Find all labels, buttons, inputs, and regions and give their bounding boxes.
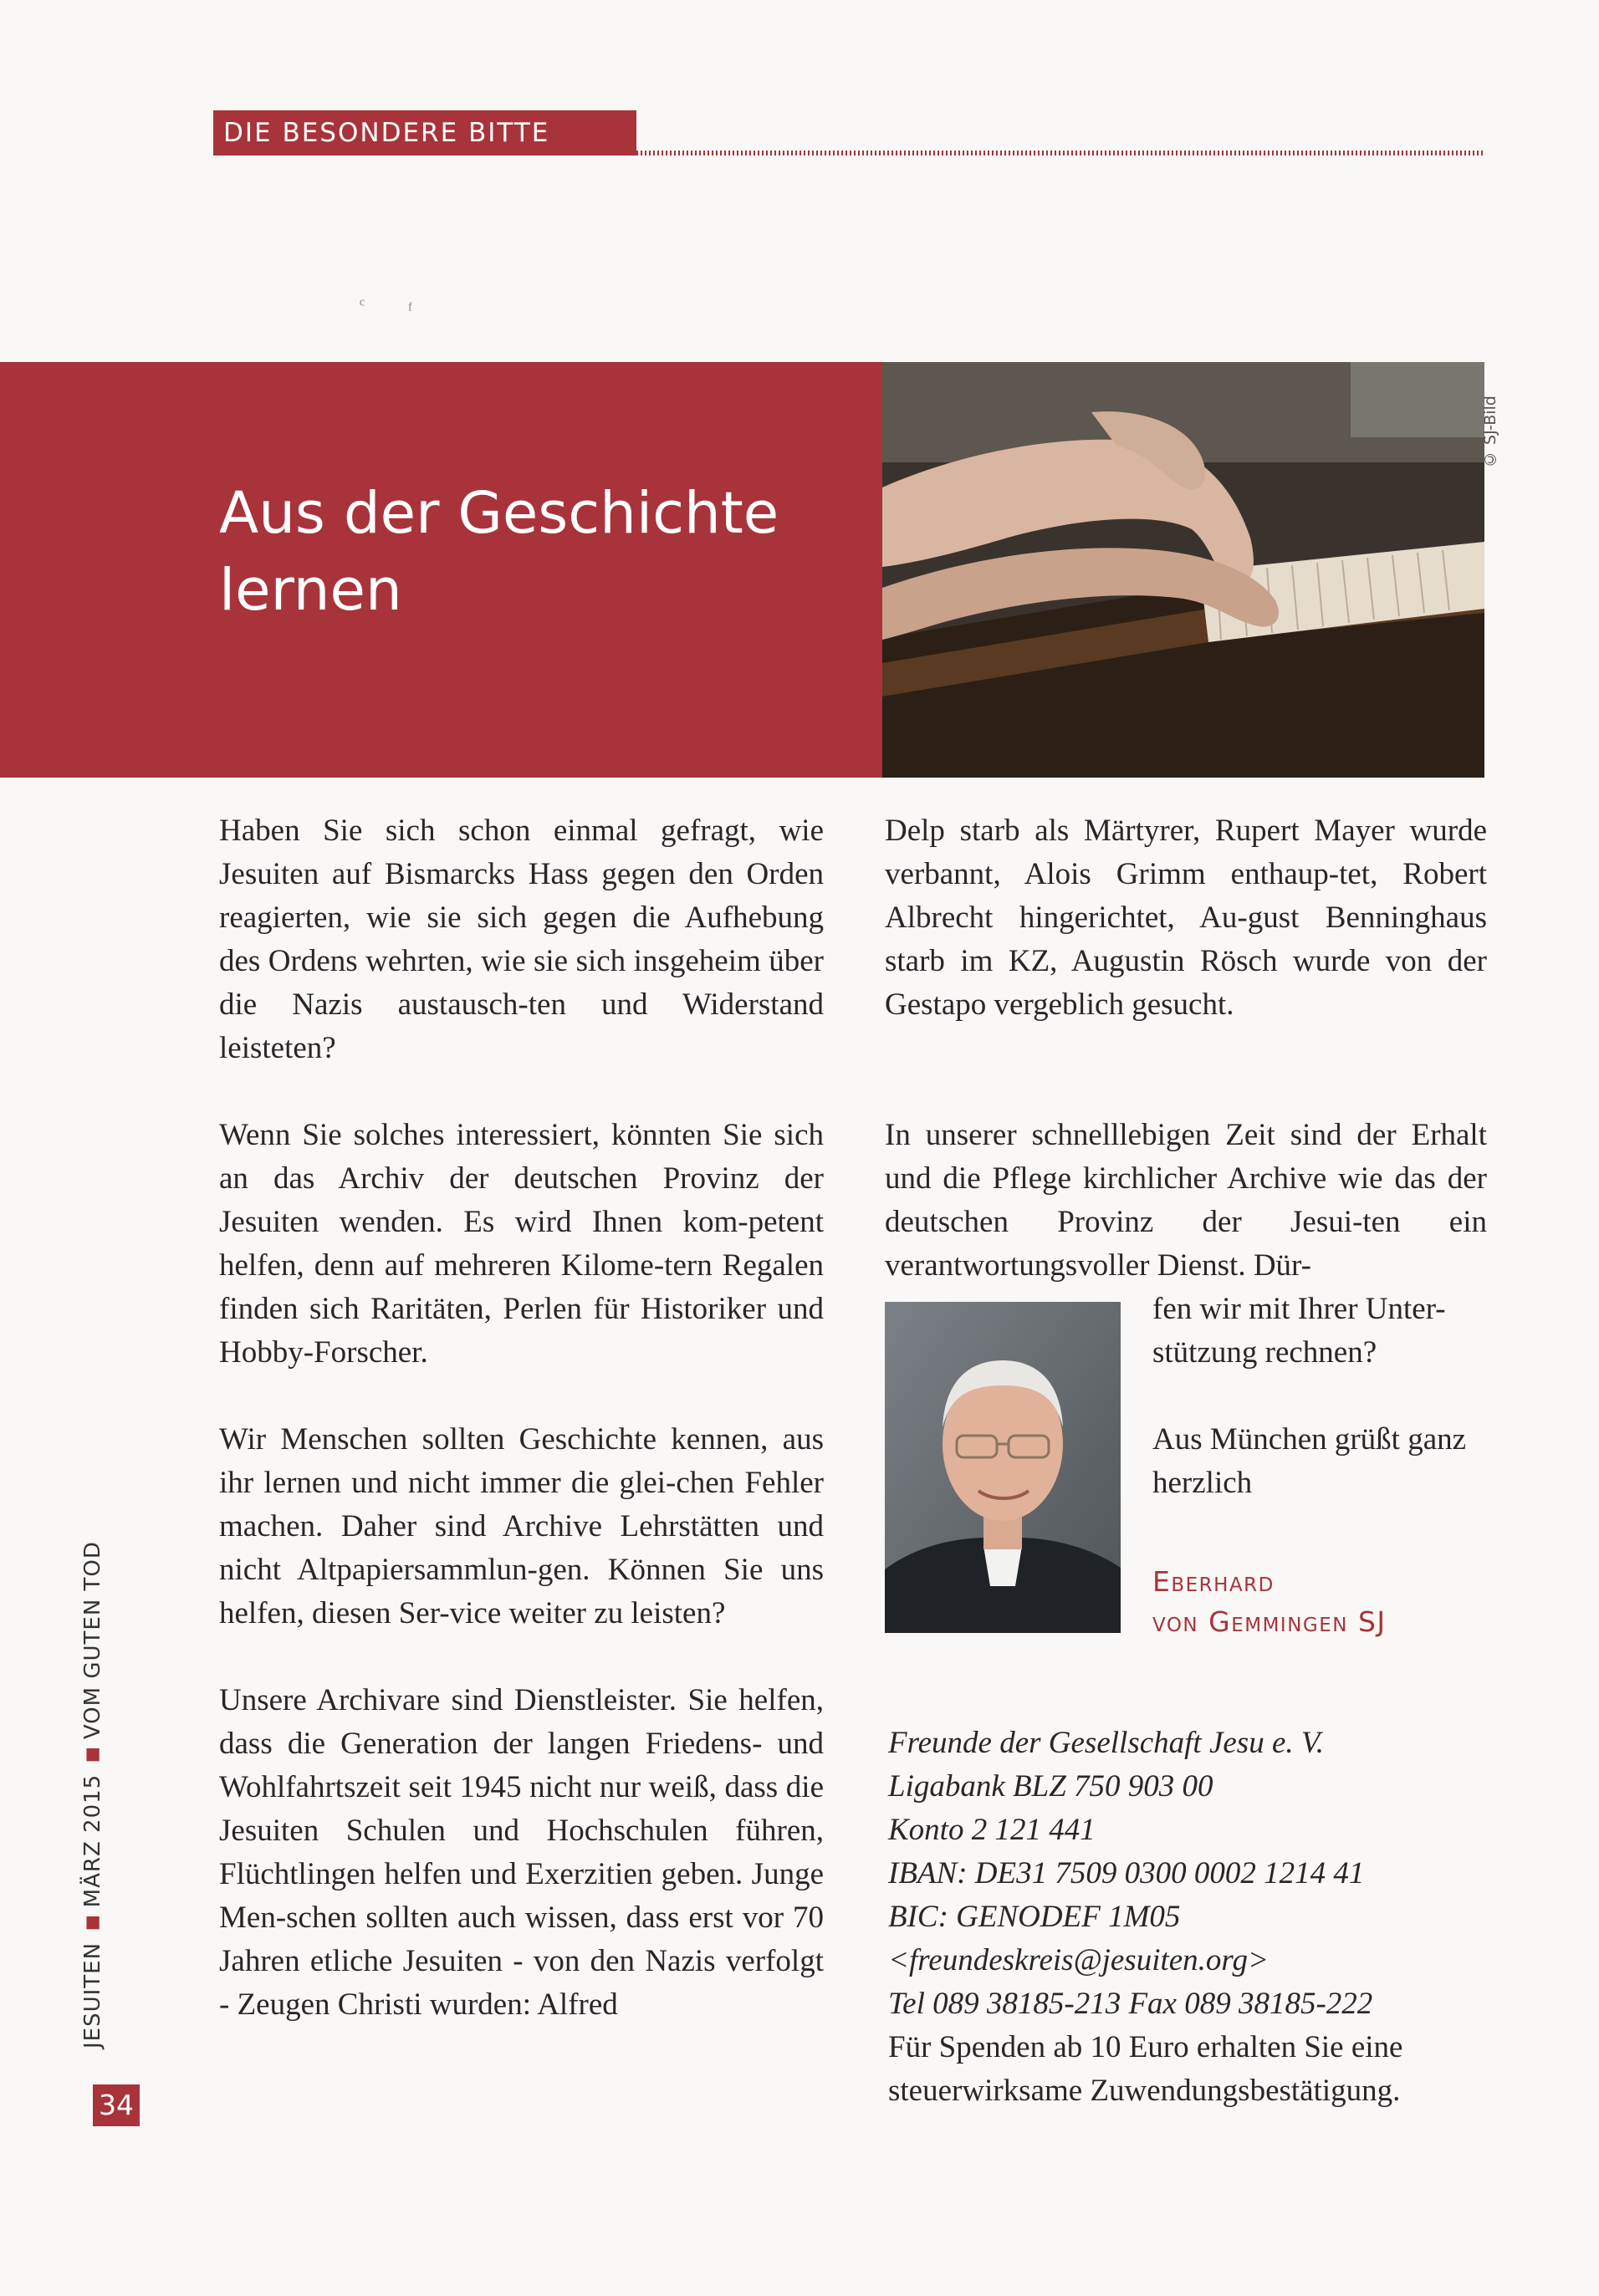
bic: BIC: GENODEF 1M05 (888, 1900, 1181, 1934)
left-text-column (219, 809, 824, 2027)
separator-square-icon: ■ (83, 1907, 103, 1935)
paragraph: Delp starb als Märtyrer, Rupert Mayer wurde verbannt, Alois Grimm enthaup-tet, Robert Albrecht hingerichtet, Au-gust Benninghaus starb im KZ, Augustin Rösch wurde von der Gestapo vergeblich gesucht. (885, 814, 1487, 1022)
donation-note: Für Spenden ab 10 Euro erhalten Sie eine (888, 2030, 1403, 2064)
phone-fax: Tel 089 38185-213 Fax 089 38185-222 (888, 1987, 1373, 2021)
author-portrait-illustration (885, 1302, 1121, 1633)
paragraph: In unserer schnelllebigen Zeit sind der Erhalt und die Pflege kirchlicher Archive wie das der deutschen Provinz der Jesui-ten ein verantwortungsvoller Dienst. Dür- (885, 1118, 1487, 1283)
account-number: Konto 2 121 441 (888, 1813, 1096, 1847)
page-number: 34 (93, 2084, 140, 2126)
greeting-text: Aus München grüßt ganz herzlich (1152, 1422, 1467, 1500)
donation-info (888, 1722, 1507, 2113)
paragraph: fen wir mit Ihrer Unter-stützung rechnen? (1152, 1292, 1446, 1370)
right-paragraph-2-continued (1152, 1288, 1487, 1375)
organization-name: Freunde der Gesellschaft Jesu e. V. (888, 1726, 1324, 1760)
email-address: <freundeskreis@jesuiten.org> (888, 1943, 1269, 1977)
article-title: Aus der Geschichte lernen (219, 480, 779, 624)
running-footer (80, 1541, 130, 2049)
bank-name: Ligabank BLZ 750 903 00 (888, 1769, 1213, 1804)
archive-hands-photo (882, 362, 1484, 778)
issue-theme: VOM GUTEN TOD (80, 1541, 105, 1740)
photo-credit: © SJ-Bild (1481, 395, 1499, 468)
archive-hands-illustration (882, 362, 1484, 778)
right-paragraph-2 (885, 1114, 1487, 1288)
separator-square-icon: ■ (83, 1739, 103, 1767)
paragraph: Haben Sie sich schon einmal gefragt, wie Jesuiten auf Bismarcks Hass gegen den Orden reagierten, wie sie sich gegen die Aufhebung des Ordens wehrten, wie sie sich insgeheim über die Nazis austausch-ten und Widerstand leisteten? (219, 814, 824, 1065)
paragraph: Wir Menschen sollten Geschichte kennen, aus ihr lernen und nicht immer die glei-chen Fehler machen. Daher sind Archive Lehrstätten und nicht Altpapiersammlun-gen. Können Sie uns helfen, diesen Ser-vice weiter zu leisten? (219, 1422, 824, 1630)
signature-surname: von Gemmingen SJ (1152, 1605, 1387, 1638)
print-mark: ᶠ (408, 299, 413, 321)
paragraph: Wenn Sie solches interessiert, könnten Sie sich an das Archiv der deutschen Provinz der Jesuiten wenden. Es wird Ihnen kom-petent helfen, denn auf mehreren Kilome-tern Regalen finden sich Raritäten, Perlen für Historiker und Hobby-Forscher. (219, 1118, 824, 1370)
print-mark: ᶜ (360, 294, 365, 316)
issue-date: MÄRZ 2015 (80, 1773, 105, 1908)
closing-greeting (1152, 1418, 1487, 1505)
donation-note: steuerwirksame Zuwendungsbestätigung. (888, 2074, 1401, 2108)
iban: IBAN: DE31 7509 0300 0002 1214 41 (888, 1856, 1365, 1890)
paragraph: Unsere Archivare sind Dienstleister. Sie helfen, dass die Generation der langen Friedens- und Wohlfahrtszeit seit 1945 nicht nur weiß, dass die Jesuiten Schulen und Hochschulen führen, Flüchtlingen helfen und Exerzitien geben. Junge Men-schen sollten auch wissen, dass erst vor 70 Jahren etliche Jesuiten - von den Nazis verfolgt - Zeugen Christi wurden: Alfred (219, 1683, 824, 2022)
right-paragraph-1 (885, 809, 1487, 1027)
author-signature (1152, 1562, 1504, 1642)
signature-first-name: Eberhard (1152, 1565, 1275, 1598)
magazine-name: JESUITEN (80, 1941, 105, 2049)
author-portrait (885, 1302, 1121, 1633)
header-dotted-rule (636, 151, 1484, 156)
section-label: DIE BESONDERE BITTE (213, 110, 636, 156)
